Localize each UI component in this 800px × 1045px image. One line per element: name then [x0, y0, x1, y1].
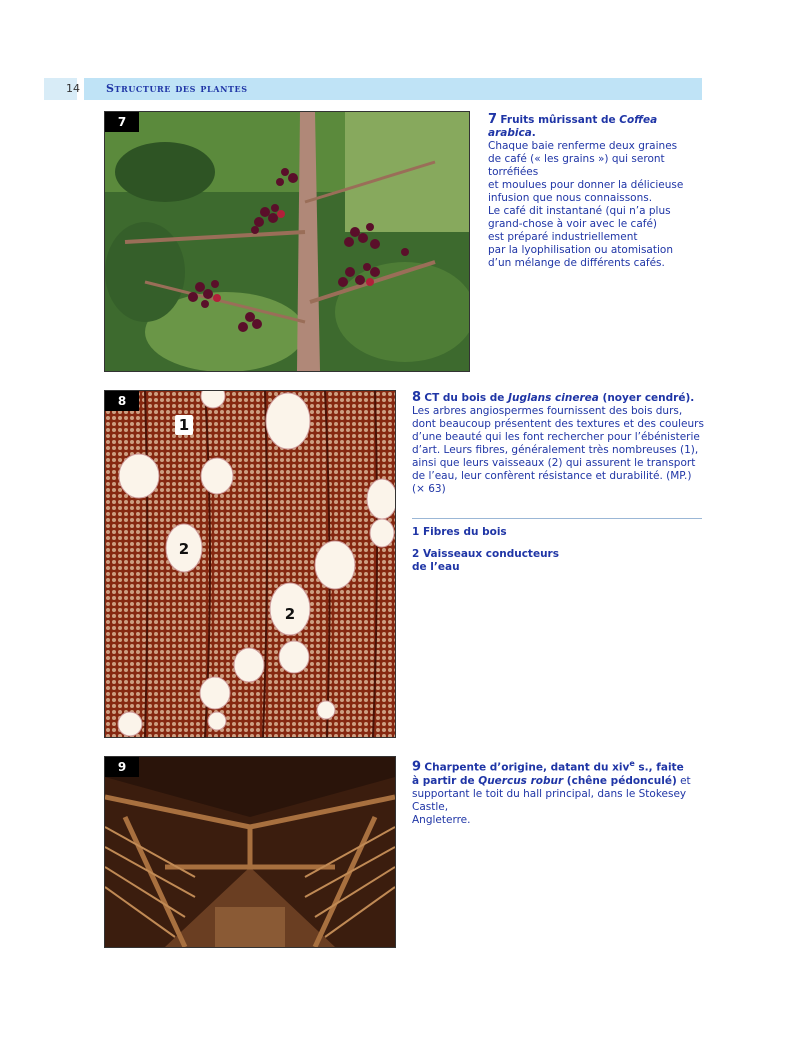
page-number: 14 — [66, 82, 80, 95]
figure-number-badge: 7 — [105, 112, 139, 132]
page-title: Structure des plantes — [106, 82, 248, 95]
caption-heading: 7 Fruits mûrissant de Coffea arabica. — [488, 112, 658, 139]
label-fibres: 1 — [175, 415, 193, 435]
legend-item: 1 Fibres du bois — [412, 526, 507, 538]
coffee-plant-image — [105, 112, 469, 371]
caption-line: à partir de Quercus robur (chêne pédonculé) et — [412, 774, 691, 787]
caption-line: par la lyophilisation ou atomisation — [488, 244, 673, 256]
caption-line: infusion que nous connaissons. — [488, 192, 653, 204]
caption-line: ainsi que leurs vaisseaux (2) qui assurent le transport — [412, 457, 696, 469]
caption-line: Les arbres angiospermes fournissent des bois durs, — [412, 405, 683, 417]
figure-number-badge: 8 — [105, 391, 139, 411]
label-vessel: 2 — [284, 605, 296, 623]
caption-line: de l’eau, leur confèrent résistance et durabilité. (MP.) — [412, 470, 692, 482]
caption-line: de café (« les grains ») qui seront torréfiées — [488, 153, 665, 178]
caption-heading: 8 CT du bois de Juglans cinerea (noyer cendré). — [412, 390, 695, 405]
roof-timber-image — [105, 757, 395, 947]
figure-8-legend — [412, 526, 692, 574]
figure-8-wood-photo — [104, 390, 396, 738]
caption-line: grand-chose à voir avec le café) — [488, 218, 658, 230]
legend-item: 2 Vaisseaux conducteurs — [412, 548, 559, 560]
legend-item: de l’eau — [412, 561, 460, 573]
caption-line: dont beaucoup présentent des textures et des couleurs — [412, 418, 704, 430]
caption-line: Le café dit instantané (qui n’a plus — [488, 205, 671, 217]
caption-heading: 9 Charpente d’origine, datant du xiv$^e$ s., faite — [412, 759, 684, 775]
caption-line: supportant le toit du hall principal, dans le Stokesey Castle, — [412, 787, 687, 813]
figure-8-caption — [412, 391, 704, 496]
caption-line: d’une beauté qui les font rechercher pour l’ébénisterie — [412, 431, 700, 443]
figure-7-coffee-photo — [104, 111, 470, 372]
wood-cross-section-image — [105, 391, 395, 737]
caption-line: et moulues pour donner la délicieuse — [488, 179, 684, 191]
caption-line: Angleterre. — [412, 813, 471, 826]
caption-line: d’art. Leurs fibres, généralement très nombreuses (1), — [412, 444, 699, 456]
divider — [412, 518, 702, 519]
figure-9-caption — [412, 757, 704, 827]
label-vessel: 2 — [178, 540, 190, 558]
caption-line: (× 63) — [412, 483, 446, 495]
caption-line: Chaque baie renferme deux graines — [488, 140, 678, 152]
caption-line: d’un mélange de différents cafés. — [488, 257, 665, 269]
figure-7-caption — [488, 113, 703, 270]
figure-number-badge: 9 — [105, 757, 139, 777]
figure-9-roof-photo — [104, 756, 396, 948]
caption-line: est préparé industriellement — [488, 231, 638, 243]
